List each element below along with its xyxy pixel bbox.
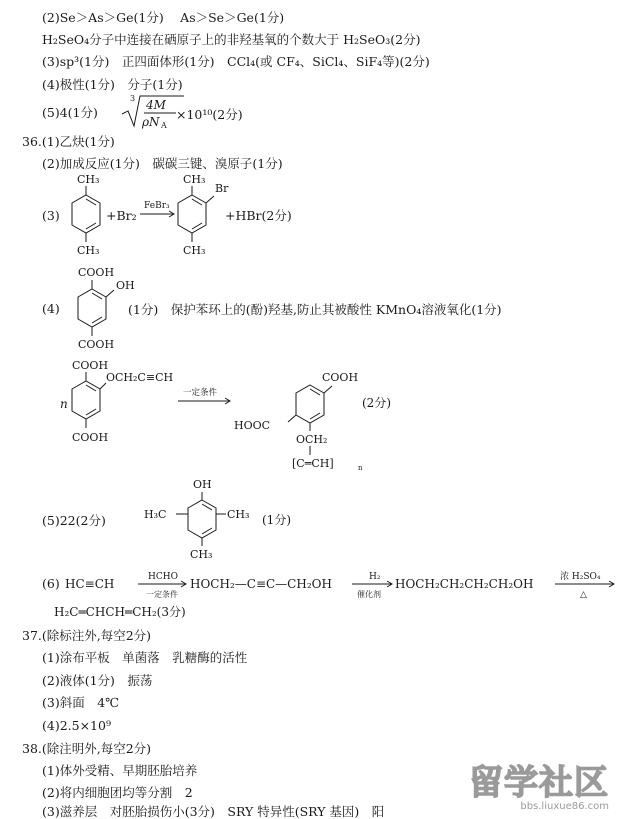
q36-part-4-text: (1分) 保护苯环上的(酚)羟基,防止其被酸性 KMnO₄溶液氧化(1分) bbox=[128, 302, 502, 317]
product-br: Br bbox=[215, 182, 229, 195]
q36-part-3-reaction bbox=[40, 170, 380, 265]
phenol-h3c: H₃C bbox=[144, 508, 167, 521]
watermark-url: bbs.liuxue86.com bbox=[520, 801, 609, 812]
polymer-score: (2分) bbox=[362, 396, 391, 410]
q37-line-2: (2)液体(1分) 振荡 bbox=[42, 673, 153, 688]
monomer-ring bbox=[72, 372, 106, 428]
q35-line-1: (2)Se＞As＞Ge(1分) As＞Se＞Ge(1分) bbox=[42, 10, 285, 25]
q35-line-2: H₂SeO₄分子中连接在硒原子上的非羟基氧的个数大于 H₂SeO₃(2分) bbox=[42, 32, 421, 47]
part-4-label: (4) bbox=[42, 301, 60, 316]
q37-line-3: (3)斜面 4℃ bbox=[42, 695, 120, 710]
hydroxy-terephthalic-ring bbox=[78, 280, 114, 336]
polymer-ring bbox=[288, 385, 332, 431]
poly-condition: 一定条件 bbox=[183, 388, 218, 398]
product-ch3-top: CH₃ bbox=[183, 173, 206, 186]
q37-heading: 37.(除标注外,每空2分) bbox=[22, 628, 152, 643]
q36-polymer-product bbox=[228, 365, 408, 475]
route-butanediol: HOCH₂CH₂CH₂CH₂OH bbox=[395, 577, 534, 591]
polymer-cooh: COOH bbox=[322, 371, 359, 384]
poly-arrow bbox=[178, 398, 230, 404]
q38-heading: 38.(除注明外,每空2分) bbox=[22, 741, 152, 756]
route-condition-2: 催化剂 bbox=[357, 590, 381, 599]
route-reagent-3: 浓 H₂SO₄ bbox=[560, 572, 601, 582]
route-reagent-2: H₂ bbox=[369, 572, 381, 582]
reaction-arrow bbox=[140, 211, 174, 217]
poly-n: n bbox=[60, 397, 68, 411]
fraction-denominator-sub: A bbox=[161, 121, 167, 130]
monomer-cooh-bottom: COOH bbox=[72, 431, 109, 444]
route-butadiene: H₂C═CHCH═CH₂(3分) bbox=[54, 605, 186, 619]
q36-heading: 36.(1)乙炔(1分) bbox=[22, 134, 115, 149]
phenol-ch3-bottom: CH₃ bbox=[190, 548, 213, 561]
polymer-n: n bbox=[358, 464, 363, 472]
route-condition-3: △ bbox=[580, 590, 587, 600]
q36-part-2: (2)加成反应(1分) 碳碳三键、溴原子(1分) bbox=[42, 156, 283, 171]
watermark bbox=[469, 763, 609, 812]
br2-reagent: +Br₂ bbox=[106, 208, 137, 223]
route-condition-1: 一定条件 bbox=[146, 590, 178, 599]
phenol-ring bbox=[176, 492, 226, 546]
phenol-oh: OH bbox=[193, 478, 212, 491]
route-butynediol: HOCH₂—C≡C—CH₂OH bbox=[190, 577, 332, 591]
polymer-och2: OCH₂ bbox=[296, 433, 328, 446]
cooh-bottom: COOH bbox=[78, 338, 115, 351]
q36-part-5-structure bbox=[140, 474, 320, 566]
route-acetylene: HC≡CH bbox=[65, 577, 115, 591]
hbr-byproduct: +HBr(2分) bbox=[225, 208, 292, 223]
cooh-top: COOH bbox=[78, 266, 115, 279]
toluene-ring-left bbox=[72, 186, 100, 242]
q35-line-5-suffix: ×10¹⁰(2分) bbox=[176, 107, 243, 122]
route-reagent-1: HCHO bbox=[148, 572, 178, 582]
polymer-hooc: HOOC bbox=[234, 419, 271, 432]
febr3-catalyst: FeBr₃ bbox=[144, 201, 170, 211]
polymer-backbone: [C═CH] bbox=[292, 457, 334, 470]
fraction-numerator: 4M bbox=[146, 98, 166, 112]
q35-line-4: (4)极性(1分) 分子(1分) bbox=[42, 77, 183, 92]
phenol-ch3-right: CH₃ bbox=[227, 508, 250, 521]
q36-part-5-text: (5)22(2分) bbox=[42, 513, 106, 528]
q35-line-5-prefix: (5)4(1分) bbox=[42, 105, 98, 120]
q35-line-3: (3)sp³(1分) 正四面体形(1分) CCl₄(或 CF₄、SiCl₄、SiF₄等)(2分) bbox=[42, 54, 430, 69]
q37-line-4: (4)2.5×10⁹ bbox=[42, 718, 111, 733]
left-ch3-top: CH₃ bbox=[77, 173, 100, 186]
q38-line-1: (1)体外受精、早期胚胎培养 bbox=[42, 763, 198, 778]
oh-group: OH bbox=[116, 279, 135, 292]
q38-line-2: (2)将内细胞团均等分割 2 bbox=[42, 785, 193, 800]
q37-line-1: (1)涂布平板 单菌落 乳糖酶的活性 bbox=[42, 650, 248, 665]
monomer-cooh-top: COOH bbox=[72, 359, 109, 372]
monomer-side-chain: OCH₂C≡CH bbox=[106, 371, 174, 384]
fraction-denominator: ρN bbox=[142, 115, 160, 129]
part-3-label: (3) bbox=[42, 208, 60, 223]
part-6-label: (6) bbox=[42, 576, 60, 591]
q35-root-formula bbox=[118, 92, 288, 132]
left-ch3-bottom: CH₃ bbox=[77, 244, 100, 257]
product-ring bbox=[178, 186, 214, 242]
root-index: 3 bbox=[130, 94, 136, 103]
product-ch3-bottom: CH₃ bbox=[183, 244, 206, 257]
part-5-score: (1分) bbox=[262, 513, 291, 527]
q38-line-3: (3)滋养层 对胚胎损伤小(3分) SRY 特异性(SRY 基因) 阳 bbox=[42, 804, 385, 819]
watermark-logo: 留学社区 bbox=[469, 763, 609, 803]
q36-part-6-route bbox=[40, 566, 619, 622]
